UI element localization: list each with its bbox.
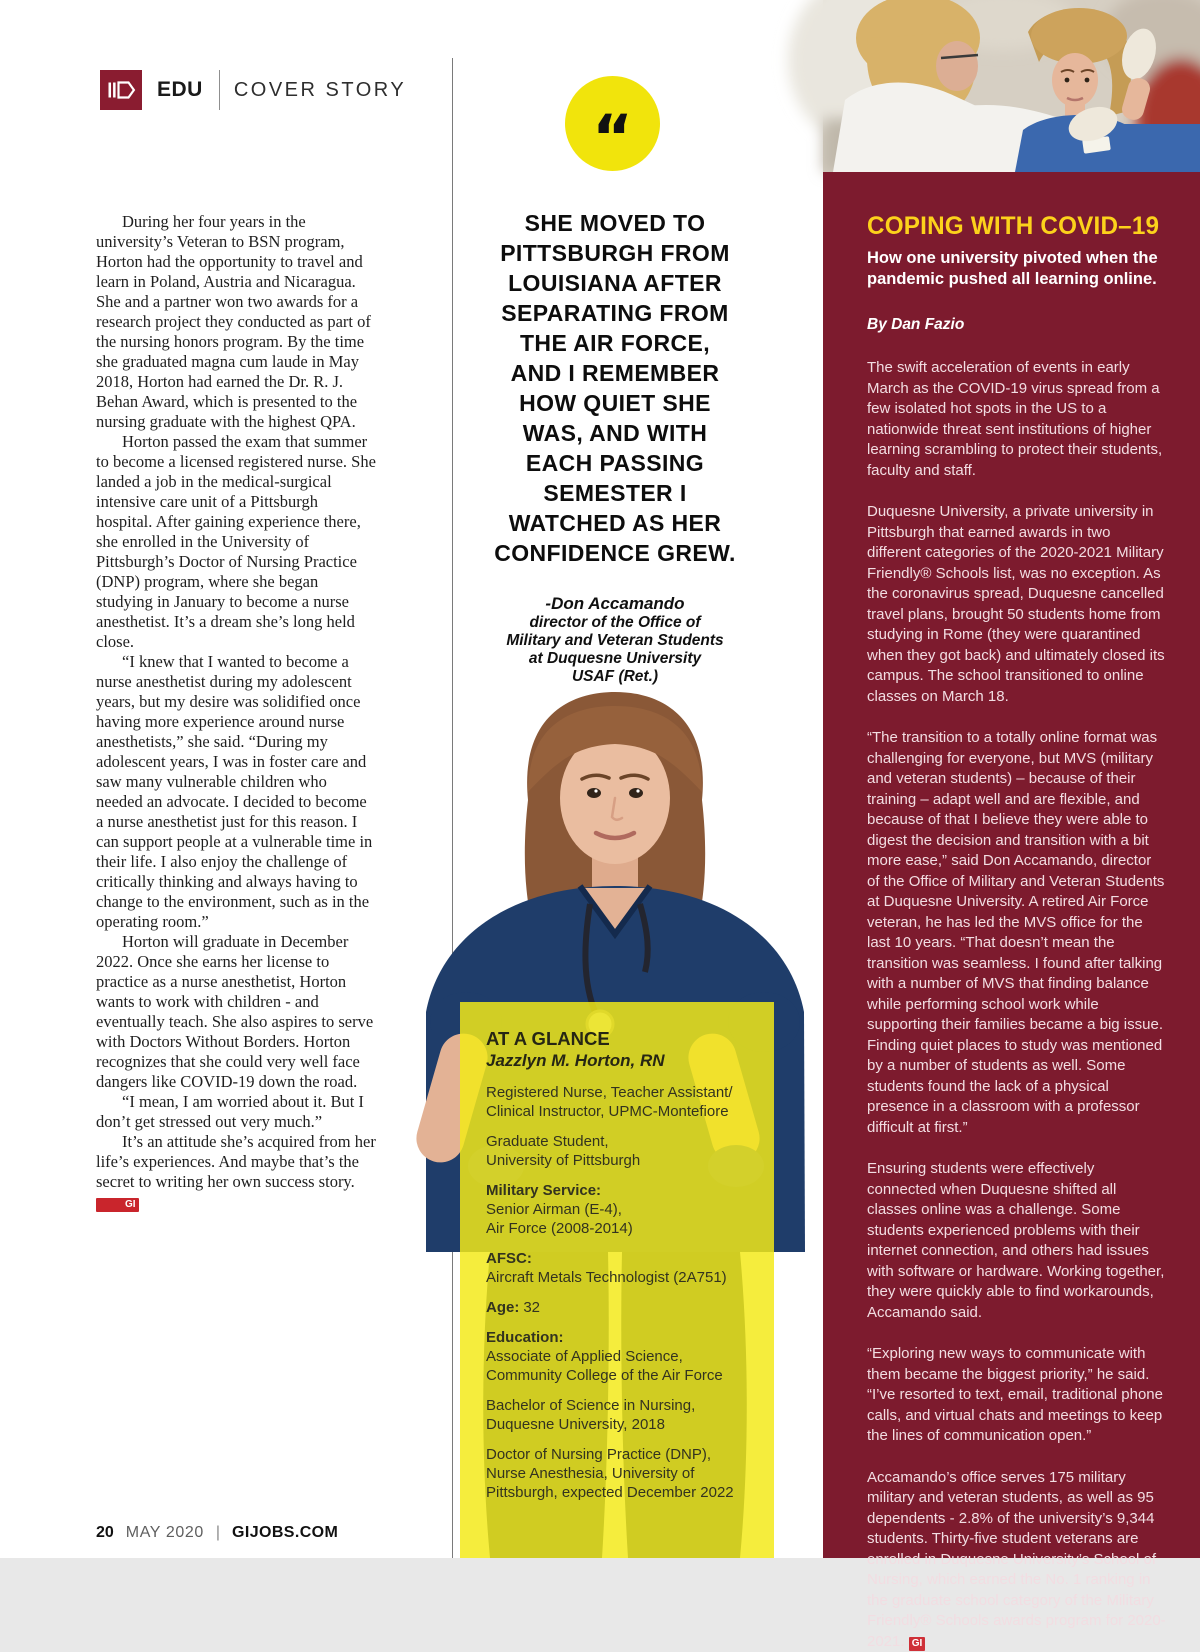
website-url: GIJOBS.COM [232,1524,338,1542]
section-badge-label: EDU [157,78,203,102]
sidebar-paragraph: The swift acceleration of events in early March as the COVID-19 virus spread from a few isolated hot spots in the US to a nationwide threat sent institutions of higher learning scrambling to protect their students, faculty and staff. [867,358,1166,481]
attribution-line: at Duquesne University [462,650,768,668]
glance-item: AFSC: Aircraft Metals Technologist (2A751) [486,1249,752,1287]
sidebar-subtitle: How one university pivoted when the pandemic pushed all learning online. [867,248,1166,290]
page-footer [96,1524,338,1542]
glance-item: Registered Nurse, Teacher Assistant/ Clinical Instructor, UPMC-Montefiore [486,1083,752,1121]
attribution-line: director of the Office of [462,614,768,632]
article-paragraph: “I knew that I wanted to become a nurse anesthetist during my adolescent years, but my desire was solidified once having more experience around nurse anesthetists,” she said. “During my adolescent years, I was in foster care and saw many vulnerable children who needed an advocate. I decided to become a nurse anesthetist just for this reason. I can support people at a vulnerable time in their life. I also enjoy the challenge of critically thinking and always having to change to the environment, such as in the operating room.” [96,652,376,932]
glance-subject-name: Jazzlyn M. Horton, RN [486,1050,752,1071]
sidebar-end-mark: GI [909,1637,926,1651]
page-header [100,70,406,110]
sidebar-paragraph: Duquesne University, a private university in Pittsburgh that earned awards in two different categories of the 2020-2021 Military Friendly® Schools list, was no exception. As the coronavirus spread, Duquesne cancelled travel plans, brought 50 students home from studying in Rome (they were quarantined when they got back) and ultimately closed its campus. The school transitioned to online classes on March 18. [867,502,1166,707]
at-a-glance-box [460,1002,774,1558]
attribution-line: Military and Veteran Students [462,632,768,650]
quote-icon: “ [592,107,633,169]
sidebar-paragraph-text: Accamando’s office serves 175 military military and veteran students, as well as 95 dependents - 2.8% of the university’s 9,344 students. Thirty-five student veterans are enrolled in Duquesne University’s School of Nursing, which earned the No. 1 ranking in the graduate school category of the Military Friendly® Schools awards program for 2020-2021. [867,1469,1166,1650]
pull-quote-attribution [462,594,768,686]
header-divider [219,70,220,110]
glance-item: Bachelor of Science in Nursing, Duquesne University, 2018 [486,1396,752,1434]
footer-separator: | [216,1524,220,1542]
article-paragraph: Horton passed the exam that summer to become a licensed registered nurse. She landed a job in the medical-surgical intensive care unit of a Pittsburgh hospital. After gaining experience there, she enrolled in the University of Pittsburgh’s Doctor of Nursing Practice (DNP) program, where she began studying in January to become a nurse anesthetist. It’s a dream she’s long held close. [96,432,376,652]
page-number: 20 [96,1524,114,1542]
article-paragraph: Horton will graduate in December 2022. Once she earns her license to practice as a nurse anesthetist, Horton wants to work with children - and eventually teach. She also aspires to serve with Doctors Without Borders. Horton recognizes that she could very well face dangers like COVID-19 down the road. [96,932,376,1092]
attribution-name: -Don Accamando [462,594,768,614]
glance-item: Age: 32 [486,1298,752,1317]
gi-jobs-tag-icon [106,78,136,102]
glance-item: Military Service: Senior Airman (E-4), Air Force (2008-2014) [486,1181,752,1238]
edu-section-badge [100,70,142,110]
article-paragraph: During her four years in the university’s Veteran to BSN program, Horton had the opportunity to travel and learn in Poland, Austria and Nicaragua. She and a partner won two awards for a research project they conducted as part of the nursing honors program. By the time she graduated magna cum laude in May 2018, Horton had earned the Dr. R. J. Behan Award, which is presented to the nursing graduate with the highest QPA. [96,212,376,432]
attribution-line: USAF (Ret.) [462,668,768,686]
sidebar-paragraph [867,1468,1166,1652]
article-paragraph: “I mean, I am worried about it. But I don’t get stressed out very much.” [96,1092,376,1132]
article-paragraph-text: It’s an attitude she’s acquired from her life’s experiences. And maybe that’s the secret to writing her own success story. [96,1132,376,1191]
covid-sidebar [823,172,1200,1558]
glance-title: AT A GLANCE [486,1028,752,1050]
sidebar-paragraph: “The transition to a totally online format was challenging for everyone, but MVS (military and veteran students) – because of their training – adapt well and are flexible, and because of that I believe they were able to digest the decision and transition with a bit more ease,” said Don Accamando, director of the Office of Military and Veteran Students at Duquesne University. A retired Air Force veteran, he has led the MVS office for the last 10 years. “That doesn’t mean the transition was seamless. I found after talking with a number of MVS that finding balance while performing school work while supporting their families became a big issue. Finding quiet places to study was mentioned by a number of students as well. Some students found the lack of a physical presence in a classroom with a professor difficult at first.” [867,728,1166,1138]
main-article [96,212,376,1212]
glance-item: Graduate Student, University of Pittsburgh [486,1132,752,1170]
sidebar-paragraph: Ensuring students were effectively connected when Duquesne shifted all classes online was a challenge. Some students experienced problems with their internet connection, and others had issues with software or hardware. Working together, they were quickly able to find workarounds, Accamando said. [867,1159,1166,1323]
article-paragraph [96,1132,376,1212]
sidebar-byline: By Dan Fazio [867,316,1166,334]
sidebar-paragraph: “Exploring new ways to communicate with them became the biggest priority,” he said. “I’ve resorted to text, email, traditional phone calls, and virtual chats and meetings to keep the lines of communication open.” [867,1344,1166,1447]
glance-item: Doctor of Nursing Practice (DNP), Nurse Anesthesia, University of Pittsburgh, expected December 2022 [486,1445,752,1502]
glance-item: Education: Associate of Applied Science, Community College of the Air Force [486,1328,752,1385]
pull-quote-badge [565,76,660,171]
pull-quote: SHE MOVED TO PITTSBURGH FROM LOUISIANA AFTER SEPARATING FROM THE AIR FORCE, AND I REMEMBER HOW QUIET SHE WAS, AND WITH EACH PASSING SEMESTER I WATCHED AS HER CONFIDENCE GREW. [462,208,768,568]
section-title: COVER STORY [234,79,406,102]
article-end-mark: GI [96,1198,139,1212]
nurses-training-photo [823,0,1200,172]
sidebar-title: COPING WITH COVID–19 [867,212,1157,241]
issue-date: MAY 2020 [126,1524,204,1542]
